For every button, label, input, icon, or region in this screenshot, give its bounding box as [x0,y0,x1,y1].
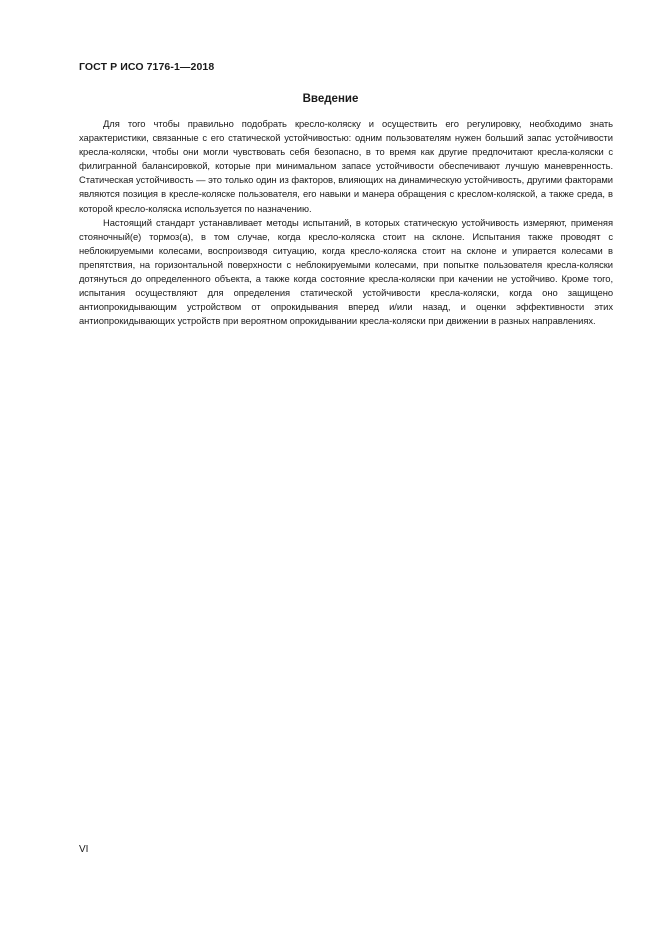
section-body [79,117,613,328]
paragraph-1: Для того чтобы правильно подобрать кресло-коляску и осуществить его регулировку, необходимо знать характеристики, связанные с его статической устойчивостью: одним пользователям нужен больший запас устойчивости кресла-коляски, чтобы они могли чувствовать себя безопасно, в то время как другие предпочитают кресла-коляски с филигранной балансировкой, которые при минимальном запасе устойчивости обеспечивают лучшую маневренность. Статическая устойчивость — это только один из факторов, влияющих на динамическую устойчивость, другими факторами являются позиция в кресле-коляске пользователя, его навыки и манера обращения с креслом-коляской, а также среда, в которой кресло-коляска используется по назначению. [79,118,613,214]
page-number: VI [79,844,89,855]
paragraph-2: Настоящий стандарт устанавливает методы испытаний, в которых статическую устойчивость измеряют, применяя стояночный(е) тормоз(а), в том случае, когда кресло-коляска стоит на склоне. Испытания также проводят с неблокируемыми колесами, воспроизводя ситуацию, когда кресло-коляска стоит на склоне и упирается колесами в препятствия, на горизонтальной поверхности с неблокируемыми колесами, при попытке пользователя кресла-коляски дотянуться до определенного объекта, а также когда состояние кресла-коляски при качении не устойчиво. Кроме того, испытания осуществляют для определения статической устойчивости кресла-коляски, когда оно защищено антиопрокидывающим устройством от опрокидывания вперед и/или назад, и оценки эффективности этих антиопрокидывающих устройств при вероятном опрокидывании кресла-коляски при движении в разных направлениях. [79,216,613,327]
document-header: ГОСТ Р ИСО 7176-1—2018 [79,61,215,73]
section-title: Введение [302,93,359,105]
